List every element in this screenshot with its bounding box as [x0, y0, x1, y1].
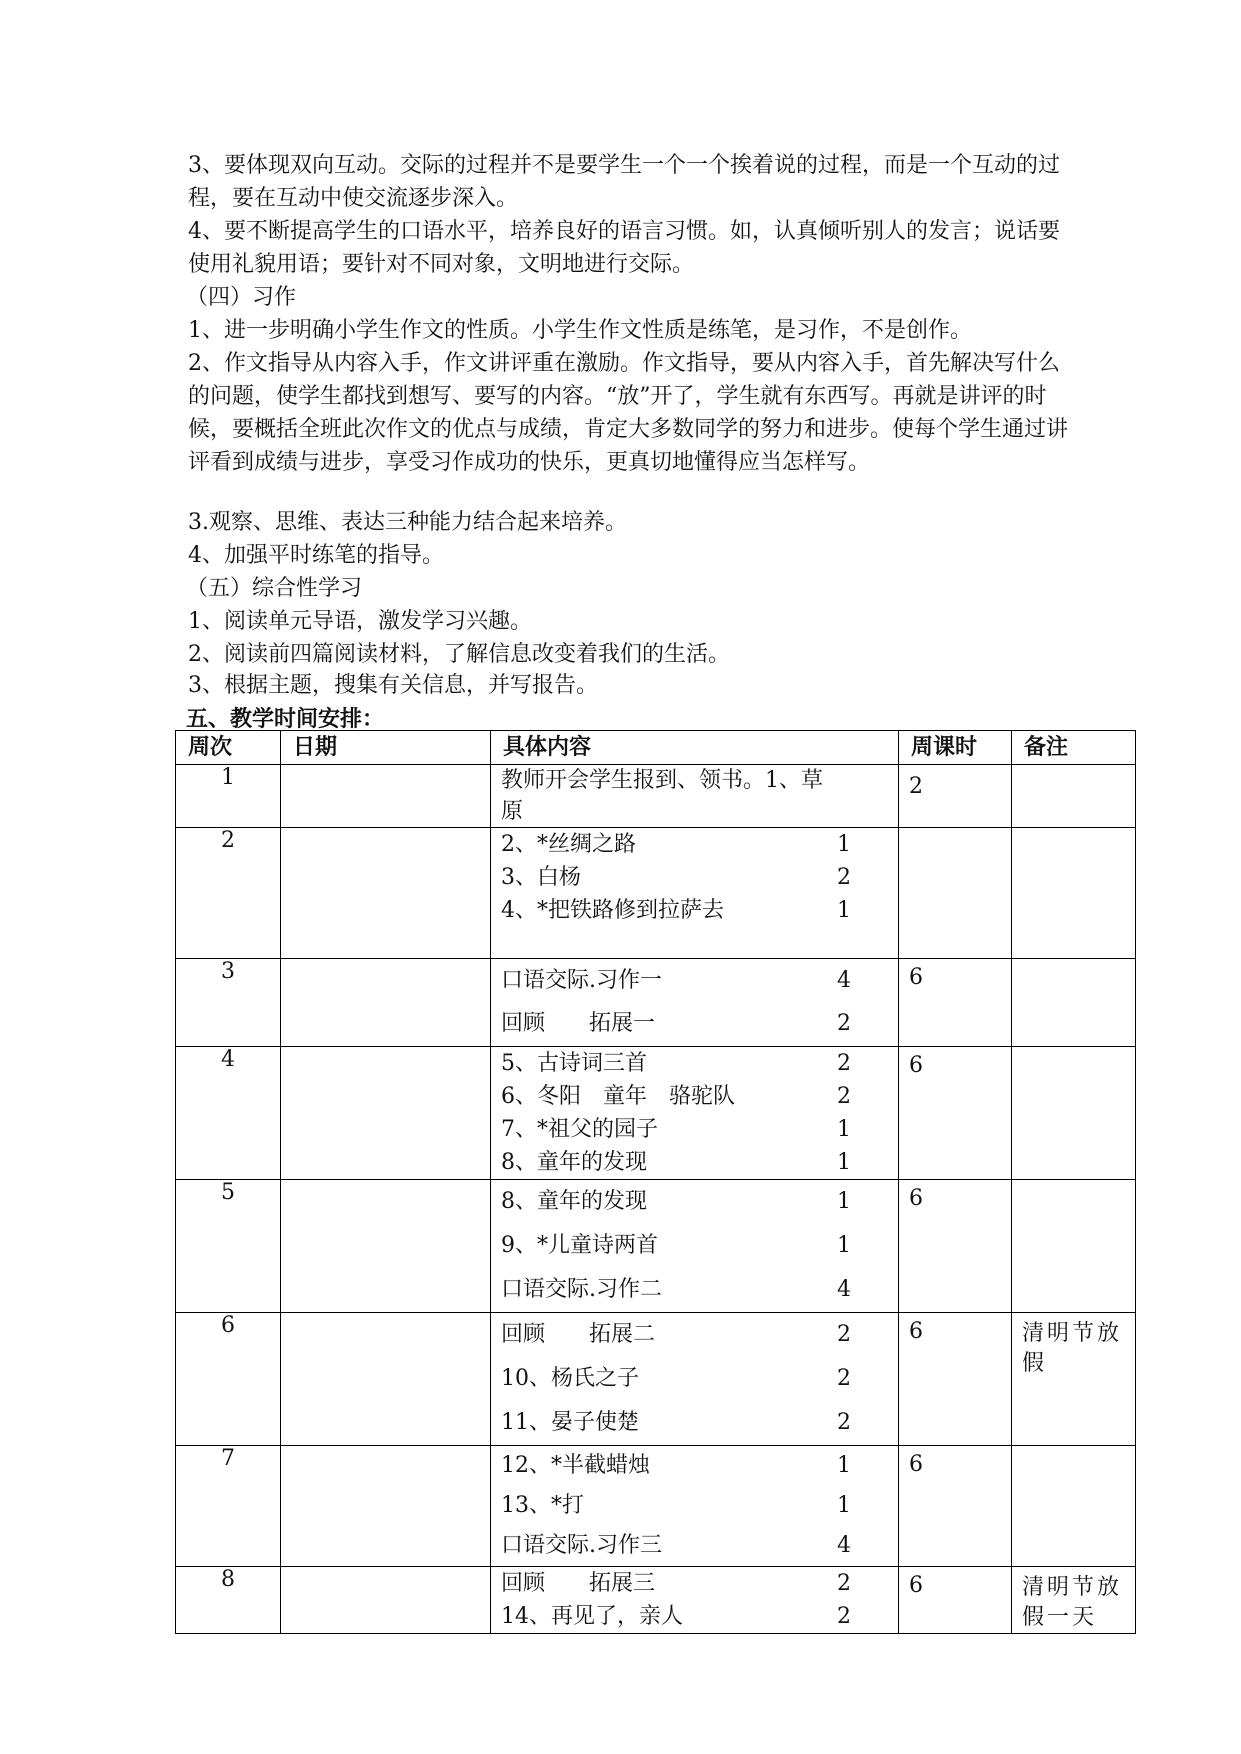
lesson-title: 口语交际.习作三 — [501, 1533, 662, 1558]
lesson-hours: 1 — [837, 1493, 851, 1518]
lesson-line — [501, 1180, 888, 1224]
table-row — [176, 765, 1136, 828]
lesson-line — [501, 765, 888, 827]
subsection-heading: （五）综合性学习 — [186, 576, 363, 601]
lesson-line — [501, 861, 888, 894]
paragraph: 4、加强平时练笔的指导。 — [188, 543, 444, 568]
lesson-line — [501, 1357, 888, 1401]
cell-weekly-hours: 6 — [899, 1180, 1012, 1313]
lesson-hours: 2 — [837, 1604, 851, 1629]
table-row — [176, 1047, 1136, 1180]
cell-content — [491, 828, 899, 959]
cell-weekly-hours: 6 — [899, 1047, 1012, 1180]
lesson-hours: 2 — [837, 865, 851, 890]
table-row — [176, 1567, 1136, 1634]
cell-content — [491, 959, 899, 1047]
paragraph: 4、要不断提高学生的口语水平，培养良好的语言习惯。如，认真倾听别人的发言；说话要使用礼貌用语；要针对不同对象，文明地进行交际。 — [188, 219, 1061, 277]
cell-week: 1 — [176, 765, 281, 828]
header-week: 周次 — [176, 731, 281, 765]
lesson-line — [501, 1313, 888, 1357]
lesson-line — [501, 828, 888, 861]
cell-date — [281, 1180, 491, 1313]
schedule-table — [175, 730, 1136, 1634]
cell-note — [1012, 828, 1136, 959]
lesson-line — [501, 1526, 888, 1566]
cell-note — [1012, 765, 1136, 828]
lesson-title: 2、*丝绸之路 — [501, 832, 636, 857]
lesson-title: 9、*儿童诗两首 — [501, 1233, 658, 1258]
cell-content — [491, 765, 899, 828]
lesson-line — [501, 1401, 888, 1445]
lesson-line — [501, 894, 888, 927]
cell-date — [281, 1047, 491, 1180]
lesson-hours: 1 — [837, 832, 851, 857]
cell-date — [281, 1446, 491, 1567]
paragraph: 3.观察、思维、表达三种能力结合起来培养。 — [188, 510, 627, 535]
cell-note — [1012, 1180, 1136, 1313]
lesson-hours: 2 — [837, 1322, 851, 1347]
lesson-line — [501, 959, 888, 1002]
lesson-line — [501, 1146, 888, 1179]
cell-date — [281, 1567, 491, 1634]
cell-content — [491, 1446, 899, 1567]
cell-note — [1012, 959, 1136, 1047]
cell-weekly-hours: 6 — [899, 959, 1012, 1047]
lesson-hours: 4 — [837, 968, 851, 993]
lesson-hours: 1 — [837, 1189, 851, 1214]
lesson-hours: 2 — [837, 1571, 851, 1596]
cell-content — [491, 1047, 899, 1180]
lesson-title: 7、*祖父的园子 — [501, 1117, 658, 1142]
lesson-title: 12、*半截蜡烛 — [501, 1453, 650, 1478]
subsection-heading: （四）习作 — [186, 285, 297, 310]
lesson-hours: 2 — [837, 1366, 851, 1391]
cell-date — [281, 828, 491, 959]
cell-week: 2 — [176, 828, 281, 959]
lesson-title: 8、童年的发现 — [501, 1189, 647, 1214]
lesson-hours: 1 — [837, 1150, 851, 1175]
lesson-hours: 1 — [837, 1117, 851, 1142]
lesson-hours: 1 — [837, 1453, 851, 1478]
table-header-row — [176, 731, 1136, 765]
cell-weekly-hours: 6 — [899, 1313, 1012, 1446]
cell-content — [491, 1567, 899, 1634]
header-content: 具体内容 — [491, 731, 899, 765]
lesson-title: 5、古诗词三首 — [501, 1051, 647, 1076]
paragraph: 2、阅读前四篇阅读材料，了解信息改变着我们的生活。 — [188, 642, 730, 667]
lesson-title: 3、白杨 — [501, 865, 581, 890]
table-row — [176, 828, 1136, 959]
paragraph: 1、进一步明确小学生作文的性质。小学生作文性质是练笔，是习作，不是创作。 — [188, 318, 972, 343]
lesson-title: 6、冬阳 童年 骆驼队 — [501, 1084, 735, 1109]
lesson-line — [501, 1600, 888, 1633]
cell-week: 3 — [176, 959, 281, 1047]
cell-weekly-hours — [899, 828, 1012, 959]
cell-date — [281, 959, 491, 1047]
cell-content — [491, 1180, 899, 1313]
cell-week: 5 — [176, 1180, 281, 1313]
paragraph: 1、阅读单元导语，激发学习兴趣。 — [188, 609, 532, 634]
cell-note: 清明节放假 — [1012, 1313, 1136, 1446]
lesson-title: 教师开会学生报到、领书。1、草原 — [501, 768, 823, 824]
lesson-line — [501, 1224, 888, 1268]
cell-content — [491, 1313, 899, 1446]
cell-weekly-hours: 2 — [899, 765, 1012, 828]
table-row — [176, 1180, 1136, 1313]
table-row — [176, 1446, 1136, 1567]
table-row — [176, 1313, 1136, 1446]
cell-date — [281, 765, 491, 828]
paragraph: 3、根据主题，搜集有关信息，并写报告。 — [188, 673, 598, 698]
cell-week: 7 — [176, 1446, 281, 1567]
section-title: 五、教学时间安排： — [186, 706, 385, 732]
lesson-title: 13、*打 — [501, 1493, 584, 1518]
lesson-line — [501, 1446, 888, 1486]
lesson-hours: 2 — [837, 1084, 851, 1109]
cell-week: 6 — [176, 1313, 281, 1446]
cell-note: 清明节放假一天 — [1012, 1567, 1136, 1634]
lesson-hours: 2 — [837, 1051, 851, 1076]
paragraph: 3、要体现双向互动。交际的过程并不是要学生一个一个挨着说的过程，而是一个互动的过程，要在互动中使交流逐步深入。 — [188, 153, 1061, 211]
lesson-line — [501, 1002, 888, 1045]
lesson-hours: 1 — [837, 898, 851, 923]
cell-week: 4 — [176, 1047, 281, 1180]
lesson-title: 4、*把铁路修到拉萨去 — [501, 898, 724, 923]
cell-note — [1012, 1047, 1136, 1180]
cell-weekly-hours: 6 — [899, 1567, 1012, 1634]
lesson-hours: 1 — [837, 1233, 851, 1258]
lesson-line — [501, 1113, 888, 1146]
table-row — [176, 959, 1136, 1047]
lesson-line — [501, 1268, 888, 1312]
header-date: 日期 — [281, 731, 491, 765]
lesson-line — [501, 1486, 888, 1526]
cell-note — [1012, 1446, 1136, 1567]
lesson-line — [501, 1567, 888, 1600]
lesson-line — [501, 1047, 888, 1080]
lesson-title: 回顾 拓展二 — [501, 1322, 656, 1347]
paragraph: 2、作文指导从内容入手，作文讲评重在激励。作文指导，要从内容入手，首先解决写什么的问题，使学生都找到想写、要写的内容。“放”开了，学生就有东西写。再就是讲评的时候，要概括全班此次作文的优点与成绩，肯定大多数同学的努力和进步。使每个学生通过讲评看到成绩与进步，享受习作成功的快乐，更真切地懂得应当怎样写。 — [188, 351, 1069, 475]
lesson-title: 8、童年的发现 — [501, 1150, 647, 1175]
cell-week: 8 — [176, 1567, 281, 1634]
header-note: 备注 — [1012, 731, 1136, 765]
lesson-title: 10、杨氏之子 — [501, 1366, 639, 1391]
lesson-hours: 4 — [837, 1533, 851, 1558]
lesson-title: 口语交际.习作二 — [501, 1277, 662, 1302]
cell-date — [281, 1313, 491, 1446]
lesson-hours: 4 — [837, 1277, 851, 1302]
lesson-title: 11、晏子使楚 — [501, 1410, 639, 1435]
lesson-title: 回顾 拓展三 — [501, 1571, 656, 1596]
lesson-title: 14、再见了，亲人 — [501, 1604, 683, 1629]
lesson-title: 回顾 拓展一 — [501, 1011, 656, 1036]
lesson-line — [501, 1080, 888, 1113]
header-weekly-hours: 周课时 — [899, 731, 1012, 765]
cell-weekly-hours: 6 — [899, 1446, 1012, 1567]
lesson-title: 口语交际.习作一 — [501, 968, 662, 993]
lesson-hours: 2 — [837, 1410, 851, 1435]
lesson-hours: 2 — [837, 1011, 851, 1036]
